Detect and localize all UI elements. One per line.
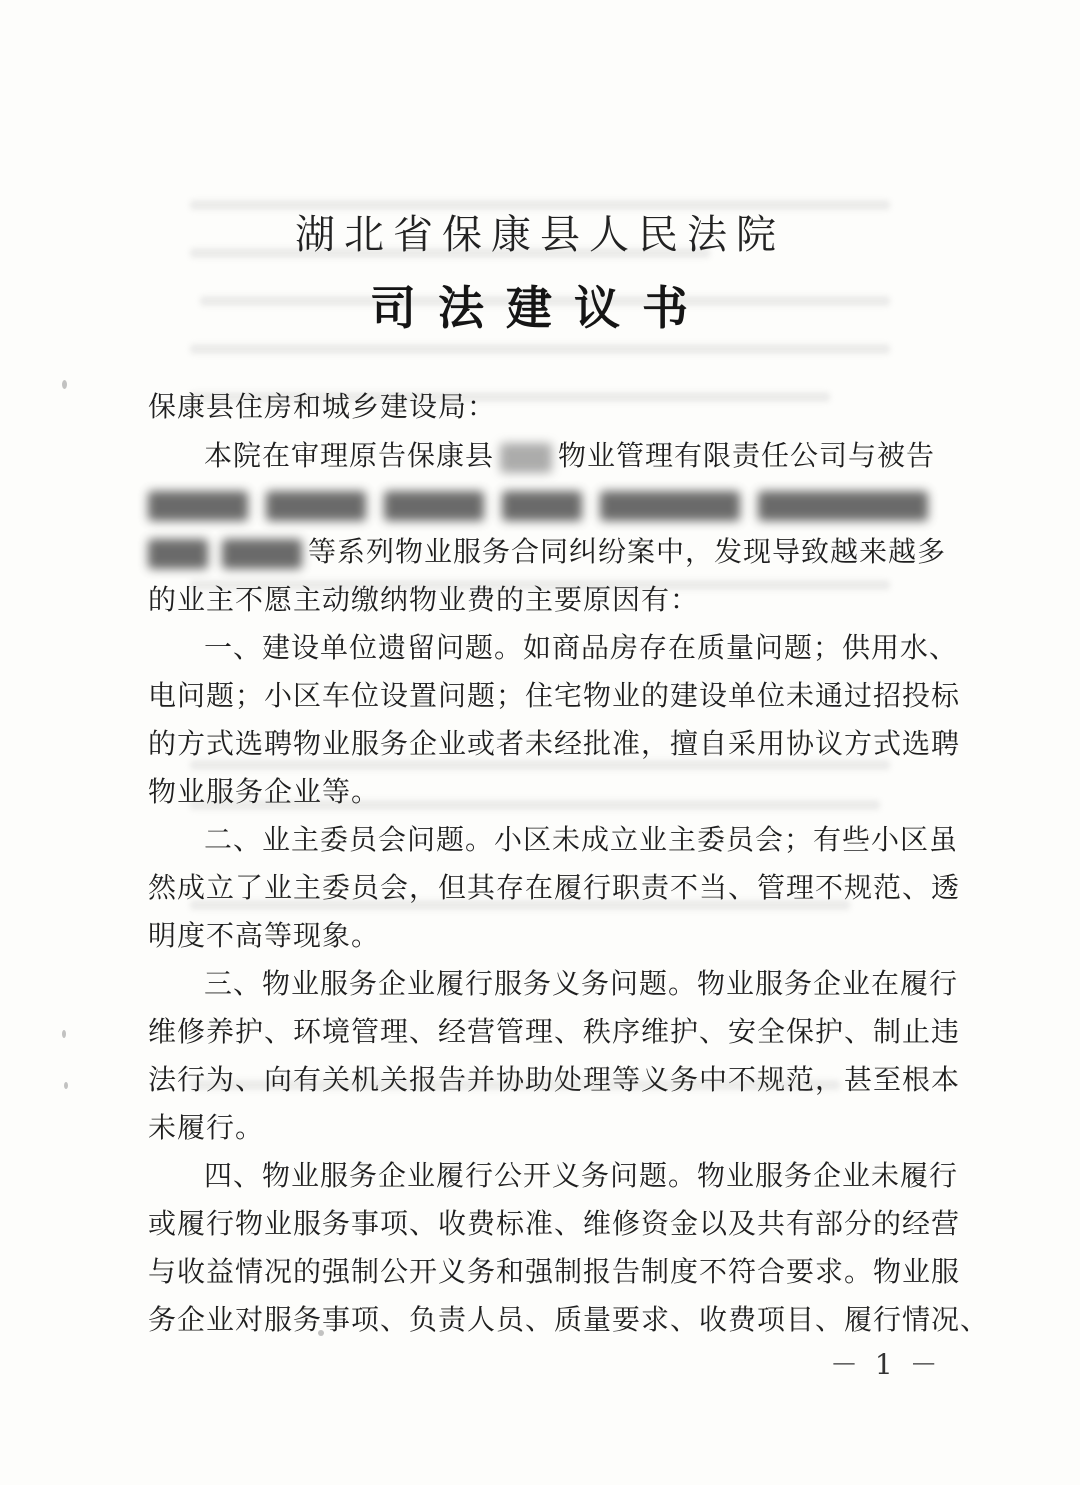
p1-line-1: 一、建设单位遗留问题。如商品房存在质量问题；供用水、 — [204, 631, 959, 664]
p2-line-2: 然成立了业主委员会，但其存在履行职责不当、管理不规范、透 — [148, 871, 961, 904]
redacted-name — [148, 491, 248, 521]
p2-line-3: 明度不高等现象。 — [148, 919, 381, 952]
bleed-through-line — [190, 344, 890, 354]
scan-speck — [62, 1030, 66, 1038]
p4-line-3: 与收益情况的强制公开义务和强制报告制度不符合要求。物业服 — [148, 1255, 961, 1288]
p1-line-4: 物业服务企业等。 — [148, 775, 381, 808]
p4-line-1: 四、物业服务企业履行公开义务问题。物业服务企业未履行 — [204, 1159, 959, 1192]
document-title: 司法建议书 — [370, 281, 710, 335]
scan-speck — [64, 1082, 68, 1089]
page-number: － 1 － — [830, 1348, 942, 1381]
p1-line-2: 电问题；小区车位设置问题；住宅物业的建设单位未通过招投标 — [148, 679, 961, 712]
body-line-1-prefix: 本院在审理原告保康县 — [204, 439, 495, 472]
redacted-name — [148, 539, 208, 569]
redacted-name — [502, 491, 582, 521]
p3-line-3: 法行为、向有关机关报告并协助处理等义务中不规范，甚至根本 — [148, 1063, 961, 1096]
body-line-1-suffix: 物业管理有限责任公司与被告 — [558, 439, 936, 472]
addressee: 保康县住房和城乡建设局： — [148, 390, 497, 423]
body-line-4: 的业主不愿主动缴纳物业费的主要原因有： — [148, 583, 700, 616]
redacted-name — [384, 491, 484, 521]
p3-line-4: 未履行。 — [148, 1111, 265, 1144]
redacted-name — [600, 491, 740, 521]
p3-line-2: 维修养护、环境管理、经营管理、秩序维护、安全保护、制止违 — [148, 1015, 961, 1048]
body-line-1 — [148, 436, 938, 476]
p4-line-2: 或履行物业服务事项、收费标准、维修资金以及共有部分的经营 — [148, 1207, 961, 1240]
court-name: 湖北省保康县人民法院 — [295, 212, 785, 258]
body-line-3 — [148, 532, 947, 572]
body-line-2-redacted — [148, 484, 938, 524]
scan-speck — [62, 380, 67, 389]
p3-line-1: 三、物业服务企业履行服务义务问题。物业服务企业在履行 — [204, 967, 959, 1000]
redacted-name — [222, 539, 302, 569]
redacted-name — [266, 491, 366, 521]
p2-line-1: 二、业主委员会问题。小区未成立业主委员会；有些小区虽 — [204, 823, 959, 856]
redacted-name — [500, 443, 552, 473]
redacted-name — [758, 491, 928, 521]
body-line-3-suffix: 等系列物业服务合同纠纷案中，发现导致越来越多 — [308, 535, 947, 568]
p1-line-3: 的方式选聘物业服务企业或者未经批准，擅自采用协议方式选聘 — [148, 727, 961, 760]
p4-line-4: 务企业对服务事项、负责人员、质量要求、收费项目、履行情况、 — [148, 1303, 990, 1336]
